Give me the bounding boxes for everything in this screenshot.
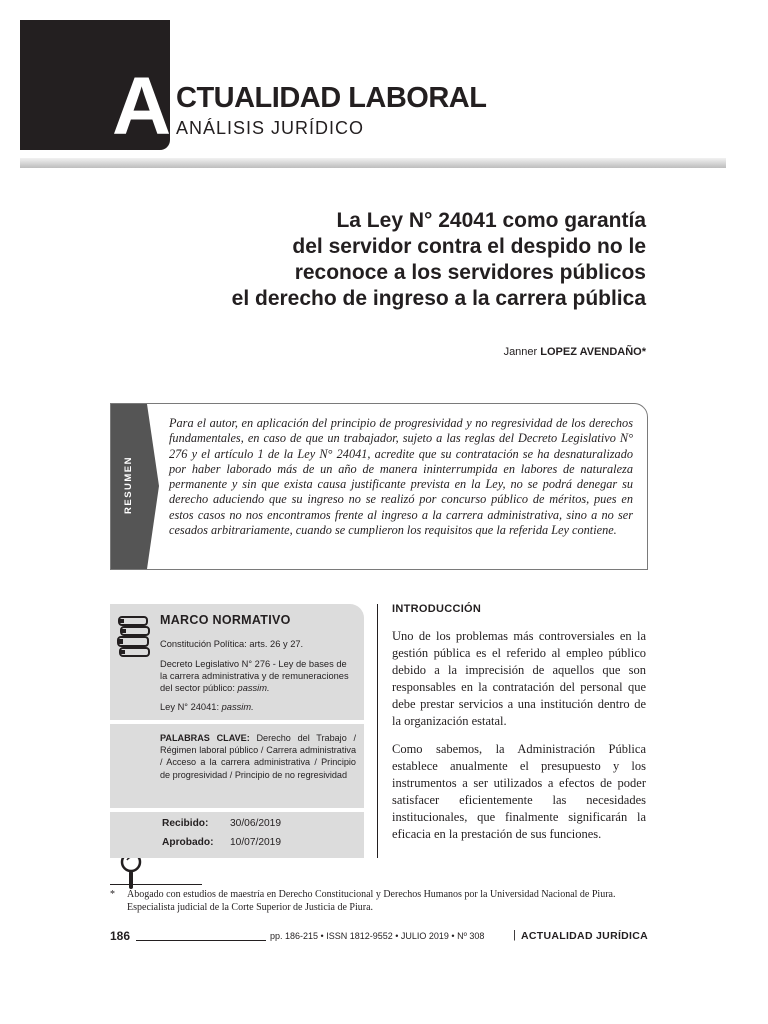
keywords-section <box>110 724 364 808</box>
page-number: 186 <box>110 929 131 943</box>
author-byline <box>504 346 646 358</box>
keywords-list: Derecho del Trabajo / Régimen laboral público / Carrera administrativa / Acceso a la carrera administrativa / Principio de progresividad / Principio de no regresividad <box>160 733 357 780</box>
legal-reference-italic: passim. <box>237 683 270 693</box>
summary-text: Para el autor, en aplicación del principio de progresividad y no regresividad de los derechos fundamentales, en caso de que un trabajador, sujeto a las reglas del Decreto Legislativo N° 276 y el artículo 1 de la Ley N° 24041, acredite que su contratación se ha desnaturalizado por haber laborado más de un año de manera ininterrumpida en labores de naturaleza permanente y sin que exista causa justificante prevista en la Ley, no se podrá denegar su derecho aduciendo que su ingreso no se realizó por concurso público de méritos, pues en estos casos no nos encontramos frente al ingreso a la carrera administrativa, sino a no ser cesados arbitrariamente, cuando se cumplieron los requisitos que la referida Ley contiene. <box>169 416 633 538</box>
legal-framework-section <box>110 604 364 720</box>
summary-tab-arrow <box>147 404 159 569</box>
received-label: Recibido: <box>162 818 209 829</box>
legal-reference <box>160 658 356 694</box>
legal-reference-text: Ley N° 24041: <box>160 702 220 712</box>
footnote-rule <box>110 884 202 885</box>
publication-reference: pp. 186-215 • ISSN 1812-9552 • JULIO 2019 • Nº 308 <box>270 931 485 941</box>
title-line: del servidor contra el despido no le <box>292 235 646 258</box>
section-title: CTUALIDAD LABORAL <box>176 82 487 114</box>
approved-label: Aprobado: <box>162 837 214 848</box>
received-date: 30/06/2019 <box>230 818 281 829</box>
summary-tab <box>111 404 147 569</box>
summary-box <box>110 403 648 570</box>
title-line: el derecho de ingreso a la carrera pública <box>231 287 646 310</box>
legal-reference-italic: passim. <box>221 702 254 712</box>
approved-date-row <box>162 837 281 848</box>
author-first-name: Janner <box>503 346 538 358</box>
footer-separator: | <box>513 929 516 941</box>
footer-rule <box>136 940 266 941</box>
journal-name: ACTUALIDAD JURÍDICA <box>521 930 649 942</box>
title-line: reconoce a los servidores públicos <box>294 261 646 284</box>
footnote-text: Abogado con estudios de maestría en Derecho Constitucional y Derechos Humanos por la Universidad Nacional de Piura. Especialista judicial de la Corte Superior de Justicia de Piura. <box>127 889 616 913</box>
legal-reference-text: Decreto Legislativo N° 276 - Ley de bases de la carrera administrativa y de remuneraciones del sector público: <box>160 659 349 693</box>
keywords-label: PALABRAS CLAVE: <box>160 733 250 743</box>
article-title <box>86 208 646 312</box>
section-subtitle: ANÁLISIS JURÍDICO <box>176 118 365 138</box>
books-icon <box>116 614 152 658</box>
legal-reference: Constitución Política: arts. 26 y 27. <box>160 639 304 649</box>
introduction-heading: INTRODUCCIÓN <box>392 603 482 615</box>
header-divider <box>20 158 726 168</box>
dates-section <box>110 812 364 858</box>
received-date-row <box>162 818 281 829</box>
author-last-name: LOPEZ AVENDAÑO* <box>540 346 646 358</box>
footnote-mark: * <box>110 889 115 900</box>
legal-framework-heading: MARCO NORMATIVO <box>160 613 291 627</box>
summary-label: RESUMEN <box>123 455 134 514</box>
introduction-paragraph: Como sabemos, la Administración Pública establece anualmente el presupuesto y los instrumentos a ser utilizados a efectos de poder satisfacer eficientemente las necesidades institucionales, que finalmente significarán la eficacia en la prestación de sus funciones. <box>392 742 646 841</box>
column-divider <box>377 604 378 858</box>
approved-date: 10/07/2019 <box>230 837 281 848</box>
legal-framework-panel <box>110 604 364 858</box>
legal-reference <box>160 701 356 713</box>
keywords-text <box>160 732 356 781</box>
title-line: La Ley N° 24041 como garantía <box>336 209 646 232</box>
section-initial: A <box>112 61 172 152</box>
introduction-paragraph: Uno de los problemas más controversiales en la gestión pública es el referido al empleo público debido a la imprecisión de aquellos que son responsables en la contratación del personal que debe prestar servicios a una institución dentro de la organización estatal. <box>392 629 646 728</box>
